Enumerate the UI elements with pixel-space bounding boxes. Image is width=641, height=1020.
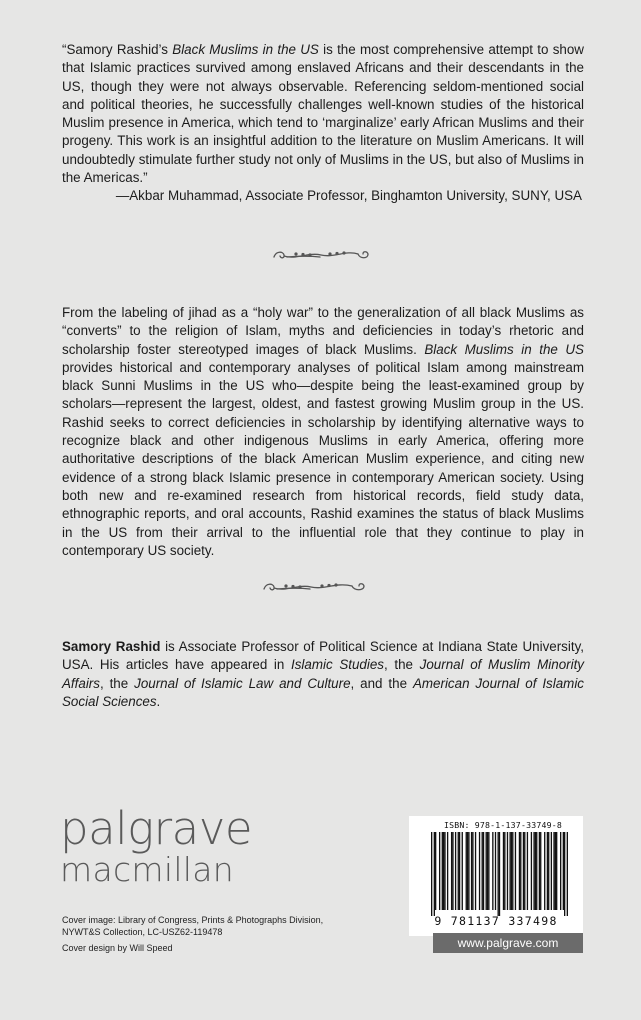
barcode-bar [488, 832, 489, 910]
logo-palgrave: palgrave [60, 802, 253, 855]
barcode-bar [539, 832, 540, 910]
author-bio [62, 638, 584, 711]
barcode-bar [467, 832, 468, 910]
journal-title: Journal of Islamic Law and Culture [134, 675, 351, 691]
journal-title: American Journal of Islamic Social Sciences [62, 675, 585, 709]
barcode-bar [544, 832, 545, 910]
barcode-bar [560, 832, 561, 910]
quote-book-title: Black Muslims in the US [172, 42, 319, 57]
barcode-bar [563, 832, 564, 910]
barcode-bar [435, 832, 436, 910]
barcode-bar [548, 832, 549, 910]
barcode-bar [536, 832, 537, 910]
barcode-bar [475, 832, 476, 910]
ornament-divider [0, 245, 641, 265]
barcode-bar [512, 832, 513, 910]
barcode-bar [451, 832, 452, 910]
barcode-bar [459, 832, 460, 910]
bio-text [62, 638, 584, 711]
barcode-bar [519, 832, 520, 910]
bio-text-1: is Associate Professor of Political Science at Indiana State University, USA. His articles have appeared in [62, 639, 584, 673]
barcode-bar [443, 832, 444, 910]
barcode-number: 9 781137 337498 [434, 914, 558, 928]
logo-macmillan: macmillan [60, 850, 235, 889]
publisher-logo [60, 802, 253, 889]
barcode-bar [434, 832, 435, 916]
barcode-bar [564, 832, 565, 916]
barcode-bar [452, 832, 453, 910]
barcode-bar [447, 832, 448, 910]
barcode-bar [547, 832, 548, 910]
barcode-bar [520, 832, 521, 910]
barcode-bar [498, 832, 499, 916]
barcode-bar [458, 832, 459, 910]
barcode-bar [466, 832, 467, 910]
credit-image: Cover image: Library of Congress, Prints & Photographs Division, NYWT&S Collection, LC-USZ62-119478 [62, 915, 324, 937]
barcode-bar [523, 832, 524, 910]
barcode-bar [455, 832, 456, 910]
barcode-bar [487, 832, 488, 910]
website-url: www.palgrave.com [433, 933, 583, 953]
barcode-bar [483, 832, 484, 910]
barcode-bar [499, 832, 500, 916]
barcode-bars [409, 832, 583, 916]
endorsement-quote [62, 41, 584, 206]
barcode-bar [531, 832, 532, 910]
barcode-bar [507, 832, 508, 910]
barcode-bar [472, 832, 473, 910]
quote-attribution: —Akbar Muhammad, Associate Professor, Binghamton University, SUNY, USA [115, 188, 582, 204]
description-part1: From the labeling of jihad as a “holy war” to the generalization of all black Muslims as “converts” to the religion of Islam, myths and deficiencies in today’s rhetoric and scholarship foster stereotyped images of black Muslims. [62, 305, 584, 357]
bio-text-4: , and the [350, 675, 413, 691]
description-part2: provides historical and contemporary analyses of political Islam among mainstream black Sunni Muslims in the US who—despite being the least-examined group by scholars—represent the largest, oldest, and fastest growing Muslim group in the US. Rashid seeks to correct deficiencies in scholarship by identifying alternative ways to recognize black and other indigenous Muslims in early America, offering more authoritative descriptions of the black American Muslim experience, and citing new evidence of a strong black Islamic presence in contemporary American society. Using both new and re-examined research from historical records, field study data, ethnographic reports, and oral accounts, Rashid examines the status of black Muslims in the US from their arrival to the influential role that they continue to play in contemporary US society. [62, 359, 584, 558]
barcode-bar [567, 832, 568, 916]
barcode-bar [553, 832, 554, 910]
barcode-bar [442, 832, 443, 910]
barcode-bar [439, 832, 440, 910]
bio-text-3: , the [99, 675, 135, 691]
barcode-bar [495, 832, 496, 910]
barcode-bar [535, 832, 536, 910]
barcode-bar [503, 832, 504, 910]
cover-credits [62, 914, 362, 954]
barcode-bar [444, 832, 445, 910]
barcode-bar [462, 832, 463, 910]
barcode-bar [431, 832, 432, 916]
description-text [62, 304, 584, 560]
isbn-label: ISBN: 978-1-137-33749-8 [444, 820, 562, 830]
barcode-bar [471, 832, 472, 910]
barcode-bar [504, 832, 505, 910]
barcode-bar [492, 832, 493, 910]
bio-text-2: , the [384, 657, 420, 673]
barcode-bar [555, 832, 556, 910]
barcode-bar [509, 832, 510, 910]
barcode-bar [556, 832, 557, 910]
quote-text [62, 41, 584, 187]
author-name: Samory Rashid [62, 639, 161, 654]
quote-open: “Samory Rashid’s [62, 42, 173, 57]
ornament-divider [0, 577, 641, 597]
barcode-bar [482, 832, 483, 910]
credit-design: Cover design by Will Speed [62, 943, 173, 953]
barcode-bar [533, 832, 534, 910]
description-book-title: Black Muslims in the US [424, 341, 584, 357]
barcode-bar [540, 832, 541, 910]
barcode-bar [524, 832, 525, 910]
barcode-bar [468, 832, 469, 910]
barcode-bar [479, 832, 480, 910]
barcode-bar [511, 832, 512, 910]
barcode-bar [527, 832, 528, 910]
bio-text-5: . [156, 693, 161, 709]
journal-title: Islamic Studies [291, 657, 384, 673]
journal-title: Journal of Muslim Minority Affairs [62, 657, 584, 691]
barcode-bar [551, 832, 552, 910]
quote-body: is the most comprehensive attempt to show that Islamic practices survived among enslaved Africans and their descendants in the US, though they were not always observable. Referencing seldom-mentioned social and political theories, he successfully challenges well-known studies of the historical Muslim presence in America, which tend to ‘marginalize’ early African Muslims and their progeny. This work is an insightful addition to the literature on Muslim Americans. It will undoubtedly stimulate further study not only of Muslims in the US, but also of Muslims in the Americas.” [62, 42, 584, 186]
book-description [62, 304, 584, 560]
barcode-bar [486, 832, 487, 910]
barcode-bar [515, 832, 516, 910]
